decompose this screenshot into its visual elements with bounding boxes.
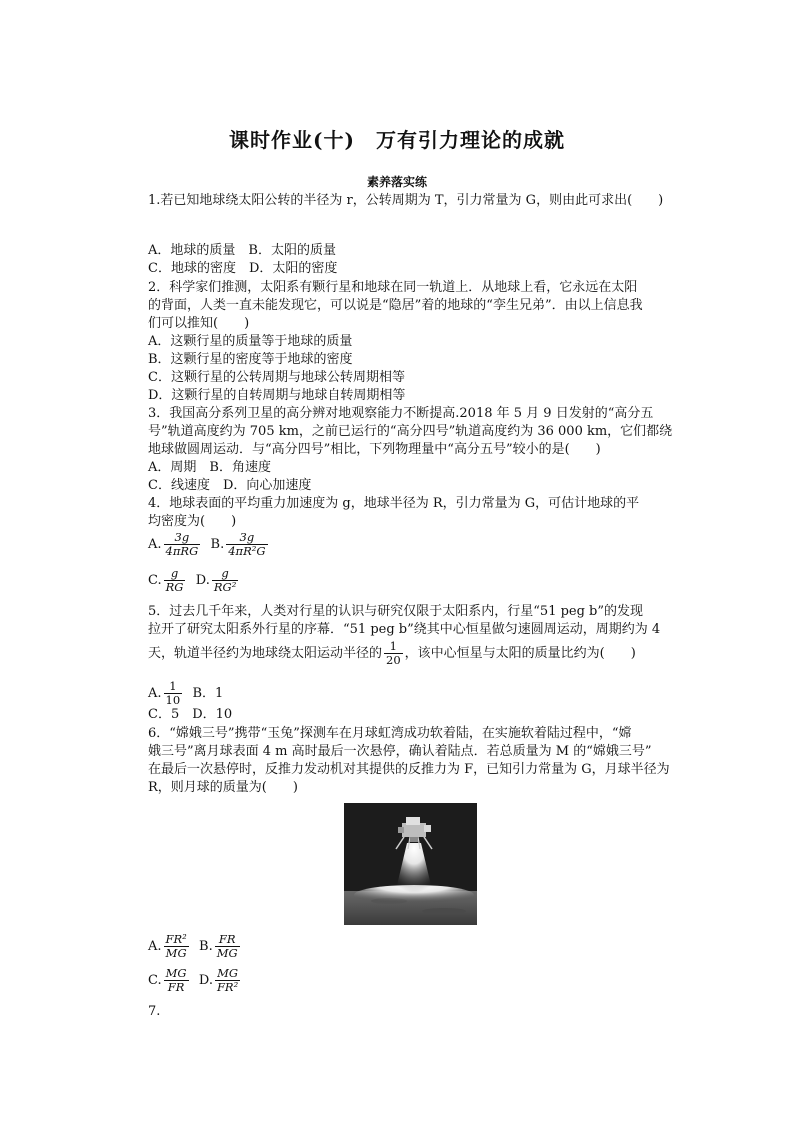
q6-option-c-label: C. (148, 973, 162, 988)
page-title: 课时作业(十) 万有引力理论的成就 (229, 128, 565, 152)
q6-options-cd (148, 967, 242, 994)
q1-stem: 1.若已知地球绕太阳公转的半径为 r，公转周期为 T，引力常量为 G，则由此可求出( ) (148, 193, 664, 208)
q5-option-a-label: A. (148, 686, 162, 701)
q2-option-a: A．这颗行星的质量等于地球的质量 (148, 334, 353, 349)
q1-options-ab: A．地球的质量 B．太阳的质量 (148, 243, 336, 258)
q5-options-cd: C．5 D．10 (148, 707, 233, 722)
q5-line-2: 拉开了研究太阳系外行星的序幕．“51 peg b”绕其中心恒星做匀速圆周运动，周期约为 4 (148, 622, 661, 637)
q5-line-1: 5．过去几千年来，人类对行星的认识与研究仅限于太阳系内，行星“51 peg b”的发现 (148, 604, 644, 619)
q6-options-ab (148, 933, 242, 960)
q4-line-1: 4．地球表面的平均重力加速度为 g，地球半径为 R，引力常量为 G，可估计地球的平 (148, 496, 640, 511)
q4-option-a-label: A. (148, 537, 162, 552)
q6-option-d-label: D. (198, 973, 213, 988)
q2-option-d: D．这颗行星的自转周期与地球自转周期相等 (148, 388, 406, 403)
q5-line-3-pre: 天，轨道半径约为地球绕太阳运动半径的 (148, 646, 383, 661)
q6-line-1: 6．“嫦娥三号”携带“玉兔”探测车在月球虹湾成功软着陆，在实施软着陆过程中，“嫦 (148, 726, 632, 741)
q6-option-c-fraction: $\frac{MG}{FR}$ (165, 966, 187, 994)
q6-line-4: R，则月球的质量为( ) (148, 780, 298, 795)
q3-line-2: 号”轨道高度约为 705 km，之前已运行的“高分四号”轨道高度约为 36 000 km，它们都绕 (148, 424, 673, 439)
q6-option-b-fraction: $\frac{FR}{MG}$ (216, 932, 238, 960)
q3-line-1: 3．我国高分系列卫星的高分辨对地观察能力不断提高.2018 年 5 月 9 日发射的“高分五 (148, 406, 654, 421)
q6-option-a-fraction: $\frac{\text{FR²}}{MG}$ (165, 932, 187, 960)
q5-line-3-post: ，该中心恒星与太阳的质量比约为( ) (404, 646, 636, 661)
q4-option-c-label: C. (148, 573, 162, 588)
q5-option-a-fraction: $\frac{1}{10}$ (165, 679, 181, 707)
q4-line-2: 均密度为( ) (148, 514, 237, 529)
q7-label: 7. (148, 1004, 161, 1019)
q4-option-d-label: D. (195, 573, 210, 588)
q6-option-a-label: A. (148, 939, 162, 954)
q4-option-b-label: B. (210, 537, 225, 552)
q4-option-b-fraction: $\frac{3g}{\text{4πR²G}}$ (228, 530, 266, 558)
q3-options-ab: A．周期 B．角速度 (148, 460, 271, 475)
q4-options-ab (148, 531, 270, 558)
q5-options-ab (148, 680, 223, 707)
q6-option-b-label: B. (199, 939, 213, 954)
q4-option-c-fraction: $\frac{g}{RG}$ (165, 566, 184, 594)
q3-line-3: 地球做圆周运动．与“高分四号”相比，下列物理量中“高分五号”较小的是( ) (148, 442, 601, 457)
q2-line-1: 2．科学家们推测，太阳系有颗行星和地球在同一轨道上．从地球上看，它永远在太阳 (148, 280, 638, 295)
section-heading: 素养落实练 (366, 175, 427, 189)
lander-photo (344, 803, 477, 925)
q2-option-b: B．这颗行星的密度等于地球的密度 (148, 352, 353, 367)
q5-line-3 (148, 640, 636, 667)
q2-option-c: C．这颗行星的公转周期与地球公转周期相等 (148, 370, 405, 385)
q6-line-3: 在最后一次悬停时，反推力发动机对其提供的反推力为 F，已知引力常量为 G，月球半径为 (148, 762, 670, 777)
q5-option-b: B．1 (192, 686, 224, 701)
q6-line-2: 娥三号”离月球表面 4 m 高时最后一次悬停，确认着陆点．若总质量为 M 的“嫦娥三号” (148, 744, 652, 759)
q3-options-cd: C．线速度 D．向心加速度 (148, 478, 312, 493)
q4-options-cd (148, 567, 240, 594)
q1-options-cd: C．地球的密度 D．太阳的密度 (148, 261, 338, 276)
q2-line-3: 们可以推知( ) (148, 316, 250, 331)
q2-line-2: 的背面，人类一直未能发现它，可以说是“隐居”着的地球的“孪生兄弟”．由以上信息我 (148, 298, 643, 313)
q4-option-a-fraction: $\frac{3g}{\text{4πRG}}$ (165, 530, 199, 558)
q6-option-d-fraction: $\frac{MG}{\text{FR²}}$ (216, 966, 239, 994)
q5-ratio-fraction: $\frac{1}{20}$ (386, 639, 401, 667)
q4-option-d-fraction: $\frac{g}{\text{RG²}}$ (213, 566, 237, 594)
